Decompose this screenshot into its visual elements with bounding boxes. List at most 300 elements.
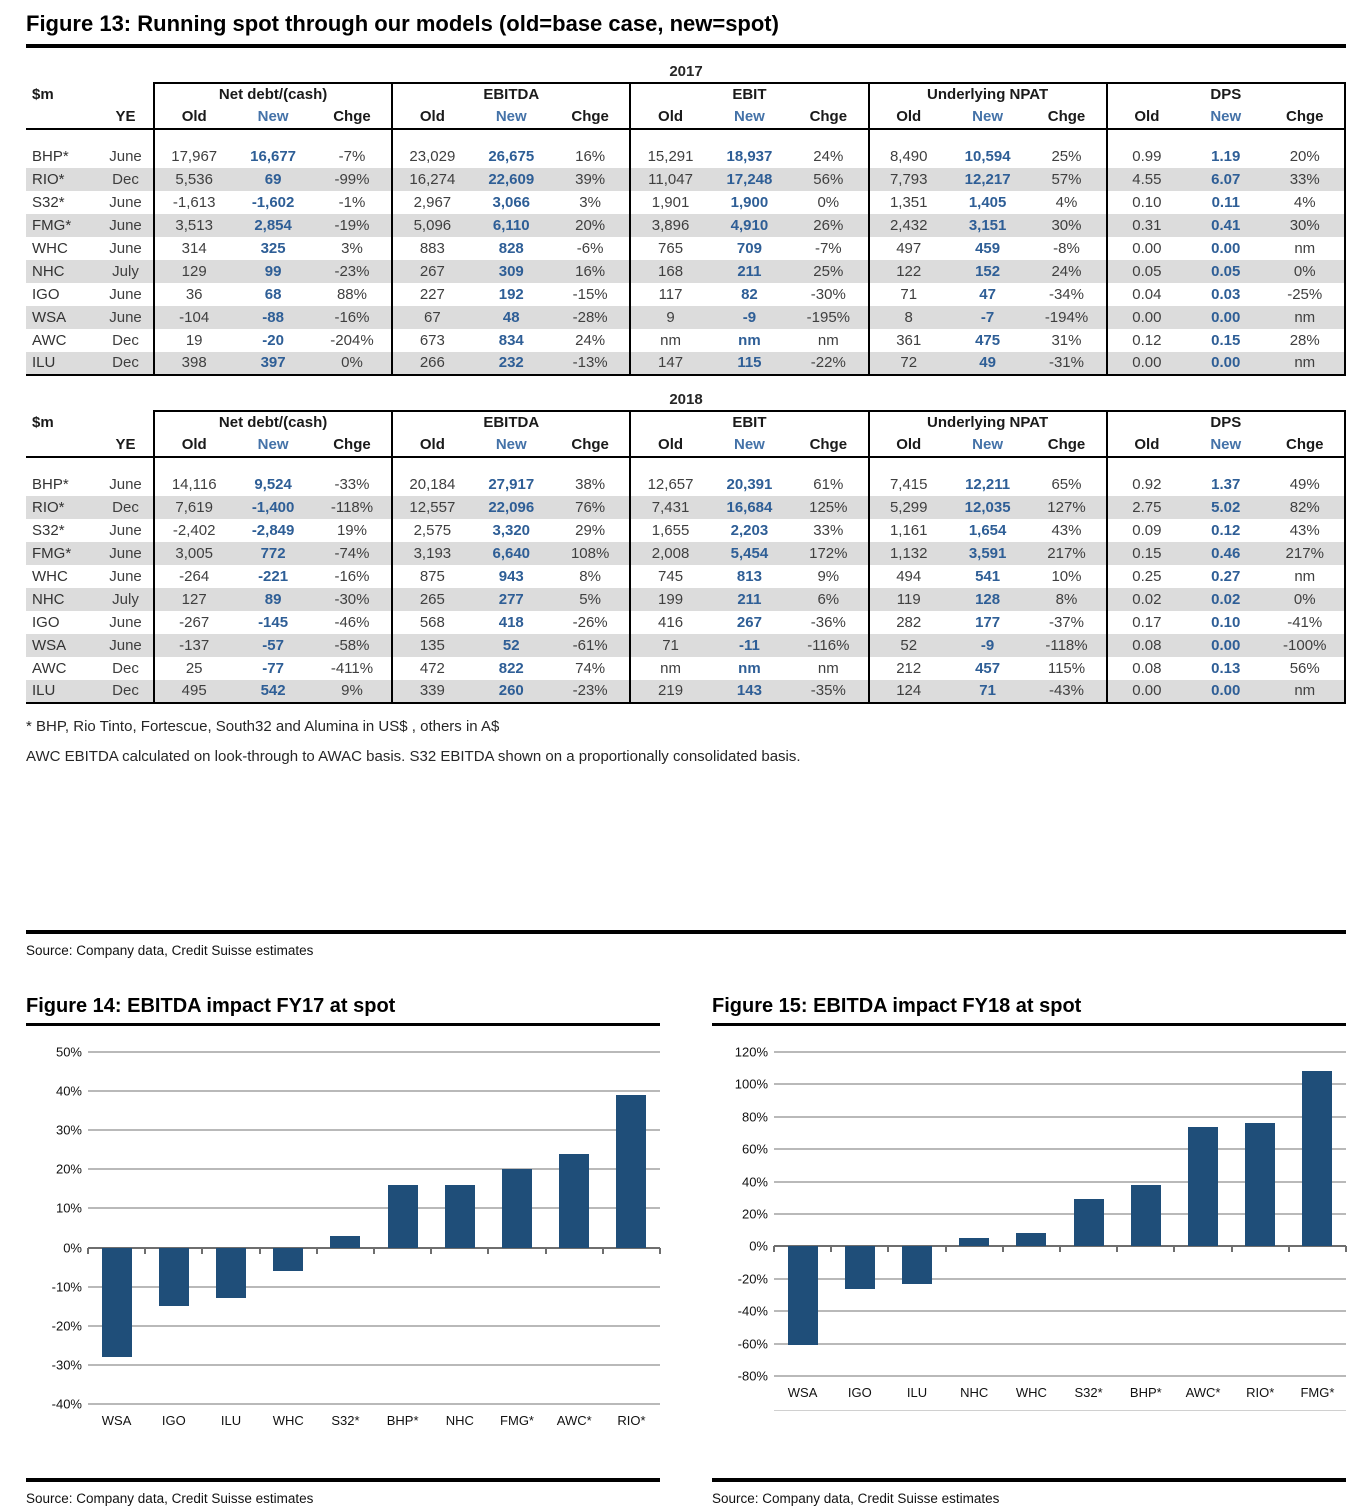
ye-cell: July (112, 590, 139, 608)
value-cell: 217% (1265, 542, 1345, 565)
value-cell: 0.41 (1211, 216, 1241, 234)
value-cell: 0.15 (1211, 331, 1241, 349)
x-axis-tick (87, 1248, 89, 1254)
table-row-BHP (26, 145, 1345, 168)
x-axis-tick (659, 1248, 661, 1254)
ye-cell: July (112, 262, 139, 280)
value-cell: 67 (392, 306, 471, 329)
group-header-row (26, 411, 1345, 434)
value-cell: 9 (630, 306, 709, 329)
value-cell: -33% (334, 475, 370, 493)
value-cell: 0.00 (1107, 352, 1186, 375)
value-cell: 260 (472, 680, 551, 703)
value-cell: -61% (572, 636, 608, 654)
bar-NHC (959, 1238, 989, 1246)
fy18-category-axis (774, 1376, 1346, 1400)
value-cell: 2,432 (869, 214, 948, 237)
value-cell: -30% (810, 285, 846, 303)
value-cell: 0.00 (1211, 636, 1241, 654)
value-cell: 0.02 (1107, 588, 1186, 611)
value-cell: -6% (576, 239, 604, 257)
ye-header: YE (98, 434, 154, 457)
table-row-FMG (26, 542, 1345, 565)
value-cell: 172% (809, 544, 848, 562)
value-cell: -30% (334, 590, 370, 608)
value-cell: -74% (334, 544, 370, 562)
value-cell: 3,005 (154, 542, 233, 565)
x-axis-tick (773, 1246, 775, 1252)
value-cell: nm (1265, 306, 1345, 329)
value-cell: 33% (813, 521, 844, 539)
value-cell: 39% (575, 170, 606, 188)
subheader-row (26, 106, 1345, 129)
value-cell: 541 (975, 567, 1001, 585)
bar-ILU (902, 1246, 932, 1283)
value-cell: -16% (334, 308, 370, 326)
value-cell: -34% (1048, 285, 1084, 303)
col-group-4: DPS (1107, 83, 1345, 106)
bar-RIO (616, 1095, 646, 1248)
value-cell: nm (1265, 352, 1345, 375)
value-cell: 0.99 (1107, 145, 1186, 168)
value-cell: -7 (980, 308, 995, 326)
ye-cell: June (109, 636, 142, 654)
value-cell: 6% (817, 590, 840, 608)
value-cell: 5,096 (392, 214, 471, 237)
value-cell: 20,391 (726, 475, 773, 493)
value-cell: 16% (575, 147, 606, 165)
value-cell: 3,151 (968, 216, 1007, 234)
subcol-new: New (710, 106, 789, 129)
value-cell: 1,351 (869, 191, 948, 214)
value-cell: 3,066 (492, 193, 531, 211)
value-cell: 314 (154, 237, 233, 260)
value-cell: 457 (975, 659, 1001, 677)
subcol-old: Old (1107, 434, 1186, 457)
value-cell: 124 (869, 680, 948, 703)
value-cell: 88% (336, 285, 367, 303)
value-cell: 277 (498, 590, 524, 608)
year-label-2017: 2017 (669, 63, 703, 80)
subcol-old: Old (1107, 106, 1186, 129)
value-cell: 17,967 (154, 145, 233, 168)
bar-FMG (502, 1169, 532, 1247)
y-axis-tick-label: 40% (55, 1083, 82, 1099)
company-cell: WSA (32, 308, 67, 326)
blank-header (26, 434, 98, 457)
value-cell: 943 (498, 567, 524, 585)
value-cell: 0.13 (1211, 659, 1241, 677)
value-cell: 152 (975, 262, 1001, 280)
table-row-RIO (26, 168, 1345, 191)
y-axis-tick-label: 20% (55, 1161, 82, 1177)
fy17-category-axis (88, 1404, 660, 1428)
value-cell: 1,132 (869, 542, 948, 565)
table-row-FMG (26, 214, 1345, 237)
gridline (88, 1403, 660, 1405)
value-cell: 23,029 (392, 145, 471, 168)
subcol-new: New (1186, 106, 1265, 129)
value-cell: 71 (948, 680, 1027, 703)
value-cell: 43% (1265, 519, 1345, 542)
col-group-1: EBITDA (392, 83, 630, 106)
value-cell: 12,211 (965, 475, 1011, 493)
col-group-0: Net debt/(cash) (154, 411, 392, 434)
gridline (88, 1051, 660, 1053)
value-cell: 6,640 (492, 544, 531, 562)
value-cell: 24% (1051, 262, 1082, 280)
value-cell: -16% (334, 567, 370, 585)
subheader-row (26, 434, 1345, 457)
value-cell: nm (817, 331, 839, 349)
value-cell: 0.00 (1186, 352, 1265, 375)
value-cell: 22,609 (488, 170, 535, 188)
value-cell: -1,400 (251, 498, 295, 516)
value-cell: 76% (575, 498, 606, 516)
figure14-block (26, 994, 660, 1506)
value-cell: 12,035 (964, 498, 1011, 516)
value-cell: 2,854 (254, 216, 292, 234)
y-axis-tick-label: 10% (55, 1200, 82, 1216)
value-cell: -9 (980, 636, 995, 654)
value-cell: -100% (1265, 634, 1345, 657)
value-cell: -264 (154, 565, 233, 588)
value-cell: -43% (1027, 680, 1106, 703)
col-group-3: Underlying NPAT (869, 411, 1107, 434)
company-cell: ILU (26, 680, 98, 703)
ye-cell: Dec (98, 352, 154, 375)
value-cell: 192 (498, 285, 524, 303)
x-axis-tick (201, 1248, 203, 1254)
value-cell: 82 (741, 285, 758, 303)
value-cell: 25% (813, 262, 844, 280)
ye-cell: June (109, 567, 142, 585)
value-cell: 18,937 (726, 147, 773, 165)
value-cell: -411% (330, 659, 374, 677)
value-cell: 5,299 (869, 496, 948, 519)
company-cell: S32* (32, 521, 65, 539)
year-label-2018: 2018 (669, 391, 703, 408)
x-axis-category-label: FMG* (1300, 1385, 1335, 1400)
subcol-new: New (948, 434, 1027, 457)
value-cell: 36 (154, 283, 233, 306)
fy17-ebitda-chart (26, 1044, 660, 1428)
y-axis-tick-label: -40% (51, 1396, 82, 1412)
gridline (774, 1310, 1346, 1312)
value-cell: 266 (392, 352, 471, 375)
subcol-old: Old (630, 434, 709, 457)
model-table-2017 (26, 82, 1346, 376)
col-group-1: EBITDA (392, 411, 630, 434)
x-axis-category-label: ILU (906, 1385, 928, 1400)
value-cell: 168 (630, 260, 709, 283)
fy18-plot (734, 1044, 1346, 1384)
value-cell: 17,248 (726, 170, 773, 188)
value-cell: 3,591 (968, 544, 1007, 562)
ye-cell: June (109, 147, 142, 165)
gridline (774, 1116, 1346, 1118)
subcol-chge: Chge (313, 434, 392, 457)
value-cell: 5,536 (154, 168, 233, 191)
value-cell: 135 (392, 634, 471, 657)
value-cell: 0.17 (1107, 611, 1186, 634)
value-cell: 0.12 (1107, 329, 1186, 352)
value-cell: 12,657 (630, 473, 709, 496)
value-cell: 339 (392, 680, 471, 703)
value-cell: 74% (575, 659, 606, 677)
value-cell: 219 (630, 680, 709, 703)
value-cell: 10% (1051, 567, 1082, 585)
value-cell: nm (1265, 237, 1345, 260)
value-cell: 4% (1055, 193, 1078, 211)
y-axis-tick-label: 120% (734, 1044, 768, 1060)
x-axis-tick (259, 1248, 261, 1254)
value-cell: 0.00 (1186, 680, 1265, 703)
gridline (774, 1051, 1346, 1053)
value-cell: 267 (392, 260, 471, 283)
value-cell: 31% (1051, 331, 1082, 349)
value-cell: 12,557 (392, 496, 471, 519)
company-cell: BHP* (32, 147, 69, 165)
value-cell: 61% (813, 475, 844, 493)
bar-BHP (388, 1185, 418, 1248)
value-cell: -267 (154, 611, 233, 634)
company-cell: RIO* (32, 498, 65, 516)
value-cell: 33% (1265, 168, 1345, 191)
spacer-row (26, 457, 1345, 473)
table-row-WHC (26, 237, 1345, 260)
bar-BHP (1131, 1185, 1161, 1247)
gridline (774, 1375, 1346, 1377)
x-axis-tick (1231, 1246, 1233, 1252)
value-cell: 0.04 (1107, 283, 1186, 306)
value-cell: 834 (498, 331, 524, 349)
value-cell: 5.02 (1211, 498, 1241, 516)
value-cell: 0.15 (1107, 542, 1186, 565)
subcol-new: New (948, 106, 1027, 129)
x-axis-category-label: RIO* (1246, 1385, 1275, 1400)
subcol-new: New (233, 434, 312, 457)
table-row-AWC (26, 329, 1345, 352)
value-cell: 117 (630, 283, 709, 306)
x-axis-tick (1345, 1246, 1347, 1252)
value-cell: 26,675 (488, 147, 535, 165)
value-cell: -195% (806, 308, 850, 326)
x-axis-category-label: S32* (331, 1413, 360, 1428)
col-group-2: EBIT (630, 83, 868, 106)
ye-cell: June (109, 475, 142, 493)
value-cell: 765 (630, 237, 709, 260)
value-cell: 1,901 (630, 191, 709, 214)
company-cell: FMG* (32, 544, 72, 562)
value-cell: 30% (1051, 216, 1082, 234)
table-row-NHC (26, 588, 1345, 611)
value-cell: 72 (869, 352, 948, 375)
value-cell: -118% (330, 498, 374, 516)
value-cell: 20,184 (392, 473, 471, 496)
table-row-IGO (26, 283, 1345, 306)
gridline (88, 1364, 660, 1366)
value-cell: 119 (869, 588, 948, 611)
value-cell: 4,910 (730, 216, 769, 234)
value-cell: nm (630, 329, 709, 352)
subcol-new: New (1186, 434, 1265, 457)
value-cell: 16% (575, 262, 606, 280)
bar-WSA (788, 1246, 818, 1345)
value-cell: -2,849 (251, 521, 295, 539)
x-axis-category-label: FMG* (500, 1413, 534, 1428)
x-axis-category-label: S32* (1074, 1385, 1103, 1400)
value-cell: 125% (809, 498, 848, 516)
value-cell: -2,402 (154, 519, 233, 542)
figure14-bottom-rule (26, 1478, 660, 1482)
value-cell: 1,900 (730, 193, 769, 211)
value-cell: -104 (154, 306, 233, 329)
value-cell: 14,116 (154, 473, 233, 496)
company-cell: AWC (32, 659, 67, 677)
value-cell: 0.02 (1211, 590, 1241, 608)
table-row-BHP (26, 473, 1345, 496)
group-header-row (26, 83, 1345, 106)
y-axis-tick-label: -40% (737, 1303, 768, 1319)
value-cell: 325 (260, 239, 286, 257)
gridline (774, 1083, 1346, 1085)
col-group-3: Underlying NPAT (869, 83, 1107, 106)
value-cell: 6.07 (1211, 170, 1241, 188)
x-axis-tick (602, 1248, 604, 1254)
table-row-AWC (26, 657, 1345, 680)
y-axis-tick-label: 60% (741, 1141, 768, 1157)
company-cell: AWC (32, 331, 67, 349)
value-cell: -20 (262, 331, 284, 349)
value-cell: 0.00 (1107, 237, 1186, 260)
value-cell: 495 (154, 680, 233, 703)
y-axis-tick-label: 40% (741, 1174, 768, 1190)
value-cell: nm (738, 659, 761, 677)
y-axis-tick-label: 0% (63, 1240, 82, 1256)
value-cell: -137 (154, 634, 233, 657)
x-axis-category-label: ILU (220, 1413, 242, 1428)
value-cell: -88 (262, 308, 284, 326)
value-cell: 267 (736, 613, 762, 631)
value-cell: 6,110 (492, 216, 530, 234)
x-axis-tick (1288, 1246, 1290, 1252)
x-axis-tick (1116, 1246, 1118, 1252)
y-axis-tick-label: -80% (737, 1368, 768, 1384)
value-cell: -194% (1044, 308, 1089, 326)
value-cell: 30% (1265, 214, 1345, 237)
ye-cell: June (109, 613, 142, 631)
bar-S32 (1074, 1199, 1104, 1246)
value-cell: 0.27 (1211, 567, 1241, 585)
figure14-chart-area (26, 1044, 660, 1470)
bar-IGO (159, 1248, 189, 1307)
bar-RIO (1245, 1123, 1275, 1246)
x-axis-category-label: WHC (272, 1413, 304, 1428)
value-cell: 3,513 (154, 214, 233, 237)
value-cell: 7,431 (630, 496, 709, 519)
company-cell: BHP* (32, 475, 69, 493)
value-cell: 115% (1047, 659, 1086, 677)
value-cell: 24% (575, 331, 606, 349)
x-axis-tick (887, 1246, 889, 1252)
value-cell: 883 (392, 237, 471, 260)
value-cell: 494 (869, 565, 948, 588)
figure14-title: Figure 14: EBITDA impact FY17 at spot (26, 994, 660, 1026)
value-cell: 5% (579, 590, 601, 608)
company-cell: WHC (32, 567, 68, 585)
value-cell: 745 (630, 565, 709, 588)
subcol-chge: Chge (551, 434, 630, 457)
table-row-ILU (26, 352, 1345, 375)
value-cell: 57% (1051, 170, 1082, 188)
value-cell: 822 (498, 659, 524, 677)
x-axis-category-label: NHC (445, 1413, 474, 1428)
bar-WSA (102, 1248, 132, 1358)
value-cell: 459 (975, 239, 1001, 257)
value-cell: 0.05 (1107, 260, 1186, 283)
value-cell: 4.55 (1107, 168, 1186, 191)
value-cell: 265 (392, 588, 471, 611)
company-cell: IGO (32, 613, 60, 631)
figure15-title: Figure 15: EBITDA impact FY18 at spot (712, 994, 1346, 1026)
value-cell: -13% (551, 352, 630, 375)
bar-FMG (1302, 1071, 1332, 1246)
value-cell: -145 (258, 613, 289, 631)
x-axis-category-label: WSA (787, 1385, 818, 1400)
x-axis-tick (316, 1248, 318, 1254)
subcol-old: Old (392, 434, 471, 457)
value-cell: 25% (1051, 147, 1082, 165)
value-cell: -31% (1027, 352, 1106, 375)
bar-ILU (216, 1248, 246, 1299)
value-cell: -25% (1265, 283, 1345, 306)
subcol-old: Old (869, 434, 948, 457)
x-axis-tick (830, 1246, 832, 1252)
y-axis-tick-label: -30% (51, 1357, 82, 1373)
company-cell: FMG* (32, 216, 72, 234)
value-cell: 0.46 (1211, 544, 1241, 562)
x-axis-tick (487, 1248, 489, 1254)
value-cell: -8% (1053, 239, 1080, 257)
value-cell: 89 (264, 590, 282, 608)
x-axis-category-label: WSA (101, 1413, 132, 1428)
value-cell: 0.12 (1211, 521, 1241, 539)
x-axis-tick (430, 1248, 432, 1254)
value-cell: 29% (575, 521, 606, 539)
x-axis-category-label: BHP* (386, 1413, 419, 1428)
value-cell: 27,917 (488, 475, 535, 493)
value-cell: 0.00 (1107, 306, 1186, 329)
value-cell: nm (630, 657, 709, 680)
value-cell: 0.00 (1211, 308, 1241, 326)
value-cell: -7% (338, 147, 366, 165)
table-row-WSA (26, 306, 1345, 329)
subcol-chge: Chge (789, 106, 868, 129)
company-cell: NHC (32, 262, 65, 280)
subcol-old: Old (869, 106, 948, 129)
value-cell: 108% (570, 544, 610, 562)
value-cell: 122 (869, 260, 948, 283)
subcol-new: New (472, 106, 551, 129)
bar-IGO (845, 1246, 875, 1288)
value-cell: -7% (814, 239, 842, 257)
ye-cell: June (109, 193, 142, 211)
value-cell: 772 (260, 544, 286, 562)
value-cell: -57 (262, 636, 284, 654)
value-cell: 69 (264, 170, 282, 188)
value-cell: 56% (813, 170, 844, 188)
